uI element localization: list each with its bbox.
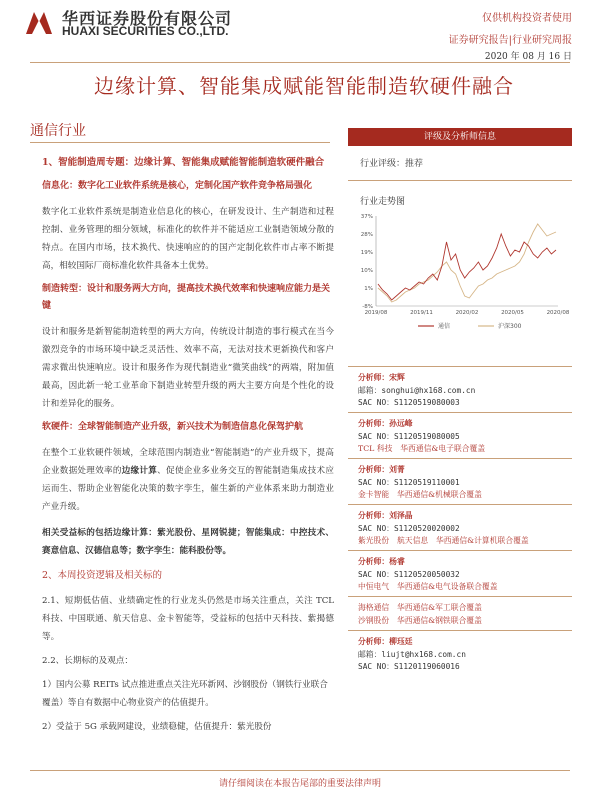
analyst-name: 分析师：刘菁 [358, 465, 405, 474]
industry-label: 通信行业 [30, 123, 86, 139]
x-tick-label: 2019/11 [410, 310, 433, 316]
company-name-cn: 华西证券股份有限公司 [62, 9, 233, 28]
analyst-divider [348, 458, 572, 459]
audience-note: 仅供机构投资者使用 [482, 13, 572, 24]
y-tick-label: 28% [360, 232, 373, 238]
analyst-block-5 [358, 556, 570, 594]
legal-notice: 请仔细阅读在本报告尾部的重要法律声明 [218, 779, 381, 789]
report-title: 边缘计算、智能集成赋能智能制造软硬件融合 [94, 74, 514, 98]
analyst-sac: SAC NO：S1120519080005 [358, 431, 460, 441]
subheading-transformation: 制造转型：设计和服务两大方向，提高技术换代效率和快速响应能力是关键 [42, 284, 331, 311]
analyst-sac: SAC NO：S1120519110001 [358, 477, 460, 487]
analyst-name: 分析师：柳珏廷 [358, 637, 413, 646]
analyst-divider [348, 630, 572, 631]
analyst-coverage: 中恒电气 华西通信&电气设备联合覆盖 [358, 582, 498, 591]
list-item-reits: 1）国内公募 REITs 试点推进重点关注光环新网、沙钢股份（钢铁行业联合覆盖）等自有数据中心物业资产的估值提升。 [42, 680, 328, 708]
analyst-coverage: 金卡智能 华西通信&机械联合覆盖 [358, 490, 482, 499]
report-date: 2020 年 08 月 16 日 [484, 52, 572, 62]
analyst-sac: SAC NO：S1120519080003 [358, 398, 460, 407]
section-heading-2: 2、本周投资逻辑及相关标的 [42, 570, 163, 581]
analyst-divider [348, 596, 572, 597]
y-tick-label: 19% [360, 250, 373, 256]
chart-divider [348, 366, 572, 367]
coverage-block [358, 602, 570, 627]
analyst-name: 分析师：杨睿 [358, 557, 405, 566]
analyst-block-7 [358, 636, 570, 674]
section-heading-1: 1、智能制造周专题：边缘计算、智能集成赋能智能制造软硬件融合 [42, 157, 325, 168]
analyst-divider [348, 550, 572, 551]
analyst-sac: SAC NO：S1120119060016 [358, 662, 460, 671]
y-tick-label: 10% [360, 268, 373, 274]
x-tick-label: 2019/08 [364, 310, 388, 316]
analyst-sac: SAC NO：S1120520050032 [358, 569, 460, 579]
analyst-name: 分析师：刘泽晶 [358, 511, 413, 520]
footer-divider [30, 770, 570, 771]
industry-divider [30, 142, 330, 143]
paragraph-transformation: 设计和服务是新智能制造转型的两大方向，传统设计制造的事行模式在当今激烈竞争的市场环境中缺乏灵活性、效率不高，无法对技术更新换代和客户需求微出快速响应。设计和服务作为现代制造业“微笑曲线”的两端，附加值最高，因此新一轮工业革命下制造业转型升级的两大主要方向是个性化的设计和差异化的服务。 [42, 327, 334, 409]
y-tick-label: -8% [362, 304, 373, 310]
rating-value: 推荐 [405, 159, 424, 169]
analyst-coverage: 紫光股份 航天信息 华西通信&计算机联合覆盖 [358, 536, 529, 545]
analyst-divider [348, 412, 572, 413]
header-divider [30, 62, 570, 63]
legend-label: 通信 [438, 323, 451, 330]
paragraph-software-hardware [42, 444, 334, 516]
coverage-haige: 海格通信 华西通信&军工联合覆盖 [358, 603, 482, 612]
sidebar [348, 128, 572, 780]
para3-edge-computing: 边缘计算 [121, 466, 158, 476]
analyst-email: 邮箱：songhui@hx168.com.cn [358, 385, 476, 395]
subheading-informatization: 信息化：数字化工业软件系统是核心，定制化国产软件竞争格局强化 [42, 181, 313, 191]
coverage-shagang: 沙钢股份 华西通信&钢铁联合覆盖 [358, 615, 482, 625]
analyst-divider [348, 504, 572, 505]
analyst-block-2 [358, 418, 570, 456]
analyst-coverage: TCL 科技 华西通信&电子联合覆盖 [358, 444, 486, 453]
x-tick-label: 2020/08 [546, 310, 570, 316]
analyst-block-1 [358, 372, 570, 410]
x-tick-label: 2020/02 [455, 310, 479, 316]
para3-text-a: 在整个工业软硬件领域，全球范围内制造业“智能制造”的产业升级下，提高企业数据处理效率的 [42, 448, 334, 476]
company-logo [22, 4, 282, 38]
analyst-block-4 [358, 510, 570, 548]
list-item-5g: 2）受益于 5G 承载网建设，业绩稳健，估值提升：紫光股份 [42, 722, 272, 732]
main-body [42, 150, 334, 736]
legend-label: 沪深300 [498, 323, 522, 330]
y-tick-label: 37% [360, 214, 373, 220]
company-name-en: HUAXI SECURITIES CO.,LTD. [62, 24, 229, 38]
analyst-name: 分析师：孙远峰 [358, 419, 413, 428]
rating-label: 行业评级： [360, 159, 406, 169]
para3-text-c: 、促使企业多业务交互的智能制造集成技术应运而生、帮助企业智能化决策的数字孪生，催生新的产业体系来助力制造业产业升级。 [42, 466, 334, 512]
paragraph-informatization: 数字化工业软件系统是制造业信息化的核心，在研发设计、生产制造和过程控制、业务管理的细分领域，标准化的软件并不能适应工业制造领域分散的特点。在国内市场，技术换代、快速响应的的国产定制化软件市占率不断提高，相较国际厂商标准化软件具备本土优势。 [42, 207, 334, 271]
paragraph-long-term: 2.2、长期标的及观点： [42, 656, 134, 666]
report-type: 证券研究报告|行业研究周报 [448, 35, 572, 46]
sidebar-header: 评级及分析师信息 [348, 128, 572, 146]
industry-rating [360, 156, 423, 169]
analyst-sac: SAC NO：S1120520020002 [358, 523, 460, 533]
analyst-email: 邮箱：liujt@hx168.com.cn [358, 649, 466, 659]
paragraph-short-term: 2.1、短期低估值、业绩确定性的行业龙头仍然是市场关注重点，关注 TCL 科技、中国联通、航天信息、金卡智能等，受益标的包括中天科技、紫揭德等。 [42, 596, 334, 642]
y-tick-label: 1% [364, 286, 373, 292]
subheading-software-hardware: 软硬件：全球智能制造产业升级，新兴技术为制造信息化保驾护航 [42, 422, 304, 432]
analyst-block-3 [358, 464, 570, 502]
series-line-csi300 [378, 224, 556, 302]
paragraph-beneficiaries: 相关受益标的包括边缘计算：紫光股份、星网锐捷；智能集成：中控技术、赛意信息、汉德信息等；数字孪生：能科股份等。 [42, 528, 334, 556]
report-meta [449, 8, 572, 52]
huaxi-logo-icon [22, 4, 56, 38]
series-line-telecom [378, 234, 556, 300]
analyst-name: 分析师：宋辉 [358, 373, 405, 382]
trend-chart [348, 208, 572, 358]
x-tick-label: 2020/05 [501, 310, 524, 316]
trend-chart-title: 行业走势图 [360, 197, 406, 207]
rating-divider [348, 180, 572, 181]
